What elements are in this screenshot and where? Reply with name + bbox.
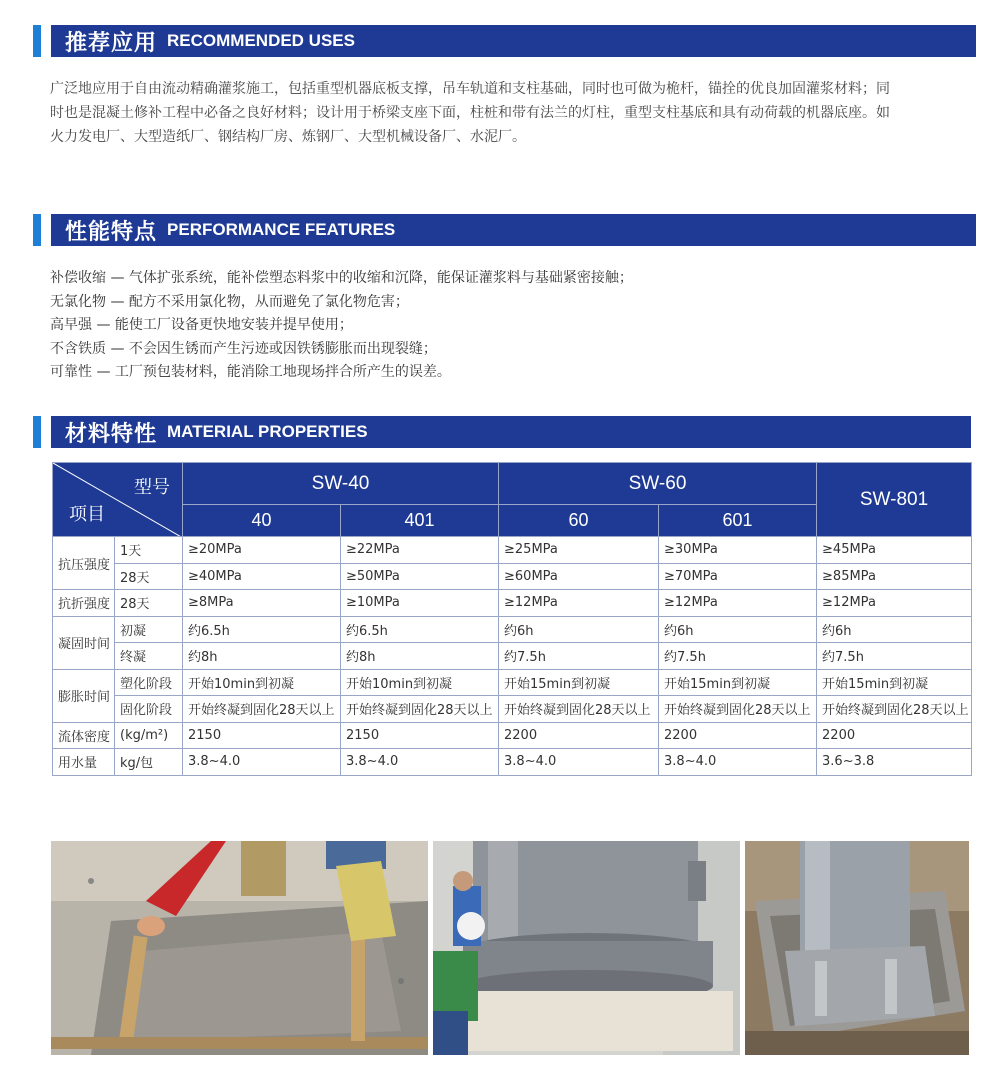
submodel-header: 601 (659, 505, 817, 537)
uses-line: 广泛地应用于自由流动精确灌浆施工，包括重型机器底板支撑，吊车轨道和支柱基础，同时也可做为桅杆，锚拴的优良加固灌浆材料；同 (50, 81, 890, 97)
table-row (53, 616, 972, 643)
section-header-uses (33, 25, 976, 57)
row-subcategory: 固化阶段 (115, 696, 183, 723)
feature-item: 高早强 — 能使工厂设备更快地安装并提早使用； (50, 317, 353, 333)
table-cell: 约6h (817, 616, 972, 643)
table-body (53, 537, 972, 776)
table-cell: 开始终凝到固化28天以上 (659, 696, 817, 723)
photo-column-base (433, 841, 740, 1055)
table-cell: 开始终凝到固化28天以上 (817, 696, 972, 723)
row-subcategory: kg/包 (115, 749, 183, 776)
table-cell: 3.8~4.0 (499, 749, 659, 776)
table-cell: 约6h (659, 616, 817, 643)
row-subcategory: 28天 (115, 563, 183, 590)
table-cell: 约7.5h (499, 643, 659, 670)
table-cell: 2200 (659, 722, 817, 749)
table-row (53, 590, 972, 617)
table-cell: ≥30MPa (659, 537, 817, 564)
table-cell: 约8h (341, 643, 499, 670)
photo-steel-column-formwork-image (745, 841, 969, 1055)
table-cell: ≥50MPa (341, 563, 499, 590)
section-bar (51, 214, 976, 246)
feature-item: 可靠性 — 工厂预包装材料，能消除工地现场拌合所产生的误差。 (50, 364, 451, 380)
table-row (53, 563, 972, 590)
table-cell: 开始10min到初凝 (183, 669, 341, 696)
table-cell: ≥20MPa (183, 537, 341, 564)
table-row (53, 696, 972, 723)
section-bar (51, 416, 971, 448)
table-cell: ≥10MPa (341, 590, 499, 617)
table-cell: 开始终凝到固化28天以上 (183, 696, 341, 723)
table-cell: 约7.5h (659, 643, 817, 670)
table-row (53, 643, 972, 670)
submodel-header: 401 (341, 505, 499, 537)
table-cell: ≥12MPa (817, 590, 972, 617)
submodel-header: 60 (499, 505, 659, 537)
section-accent (33, 416, 41, 448)
table-cell: ≥12MPa (499, 590, 659, 617)
table-cell: 3.8~4.0 (183, 749, 341, 776)
row-subcategory: 1天 (115, 537, 183, 564)
table-cell: ≥8MPa (183, 590, 341, 617)
table-cell: 开始终凝到固化28天以上 (341, 696, 499, 723)
corner-label-model: 型号 (134, 477, 170, 498)
row-category: 抗折强度 (53, 590, 115, 617)
table-cell: 约6.5h (183, 616, 341, 643)
section-title-en: RECOMMENDED USES (167, 31, 355, 50)
row-category: 用水量 (53, 749, 115, 776)
properties-table (52, 462, 972, 776)
table-cell: 开始15min到初凝 (499, 669, 659, 696)
row-category: 膨胀时间 (53, 669, 115, 722)
row-category: 抗压强度 (53, 537, 115, 590)
table-cell: 3.8~4.0 (341, 749, 499, 776)
table-cell: 2200 (817, 722, 972, 749)
section-header-properties (33, 416, 971, 448)
feature-item: 无氯化物 — 配方不采用氯化物，从而避免了氯化物危害； (50, 293, 409, 310)
table-cell: 约8h (183, 643, 341, 670)
table-cell: 3.8~4.0 (659, 749, 817, 776)
table-cell: 2150 (341, 722, 499, 749)
photo-column-base-image (433, 841, 740, 1055)
section-header-features (33, 214, 976, 246)
uses-line: 火力发电厂、大型造纸厂、钢结构厂房、炼钢厂、大型机械设备厂、水泥厂。 (50, 129, 526, 145)
table-cell: ≥22MPa (341, 537, 499, 564)
photo-steel-column-formwork (745, 841, 969, 1055)
photo-pouring-concrete (51, 841, 428, 1055)
photo-pouring-concrete-image (51, 841, 428, 1055)
table-cell: ≥12MPa (659, 590, 817, 617)
section-title-en: MATERIAL PROPERTIES (167, 422, 368, 441)
model-header: SW-60 (499, 463, 817, 505)
section-title-cn: 性能特点 (65, 219, 158, 245)
table-cell: ≥40MPa (183, 563, 341, 590)
section-title-cn: 推荐应用 (65, 30, 158, 56)
feature-item: 不含铁质 — 不会因生锈而产生污迹或因铁锈膨胀而出现裂缝； (50, 340, 437, 357)
table-cell: 约6.5h (341, 616, 499, 643)
table-row (53, 722, 972, 749)
uses-line: 时也是混凝土修补工程中必备之良好材料；设计用于桥梁支座下面，柱桩和带有法兰的灯柱，重型支柱基底和具有动荷载的机器底座。如 (50, 105, 890, 121)
table-header-row (53, 463, 972, 505)
row-subcategory: 塑化阶段 (115, 669, 183, 696)
table-cell: ≥45MPa (817, 537, 972, 564)
submodel-header: 40 (183, 505, 341, 537)
table-corner-cell (53, 463, 183, 537)
table-cell: ≥70MPa (659, 563, 817, 590)
section-title-cn: 材料特性 (65, 421, 158, 447)
table-row (53, 669, 972, 696)
section-bar (51, 25, 976, 57)
table-cell: 开始10min到初凝 (341, 669, 499, 696)
row-subcategory: 终凝 (115, 643, 183, 670)
table-row (53, 537, 972, 564)
table-cell: 2150 (183, 722, 341, 749)
row-category: 流体密度 (53, 722, 115, 749)
section-title-en: PERFORMANCE FEATURES (167, 220, 396, 239)
row-subcategory: (kg/m²) (115, 722, 183, 749)
table-row (53, 749, 972, 776)
table-cell: ≥60MPa (499, 563, 659, 590)
model-header: SW-40 (183, 463, 499, 505)
table-cell: 2200 (499, 722, 659, 749)
table-cell: 约7.5h (817, 643, 972, 670)
row-subcategory: 初凝 (115, 616, 183, 643)
table-cell: ≥25MPa (499, 537, 659, 564)
row-subcategory: 28天 (115, 590, 183, 617)
table-cell: 开始终凝到固化28天以上 (499, 696, 659, 723)
table-cell: 开始15min到初凝 (817, 669, 972, 696)
section-accent (33, 214, 41, 246)
feature-item: 补偿收缩 — 气体扩张系统，能补偿塑态料浆中的收缩和沉降，能保证灌浆料与基础紧密接触； (50, 270, 633, 286)
features-list (50, 267, 633, 385)
table-cell: 开始15min到初凝 (659, 669, 817, 696)
uses-paragraph (50, 77, 976, 149)
corner-label-item: 项目 (69, 504, 105, 525)
section-accent (33, 25, 41, 57)
row-category: 凝固时间 (53, 616, 115, 669)
table-cell: 3.6~3.8 (817, 749, 972, 776)
table-cell: ≥85MPa (817, 563, 972, 590)
table-cell: 约6h (499, 616, 659, 643)
model-header: SW-801 (817, 463, 972, 537)
